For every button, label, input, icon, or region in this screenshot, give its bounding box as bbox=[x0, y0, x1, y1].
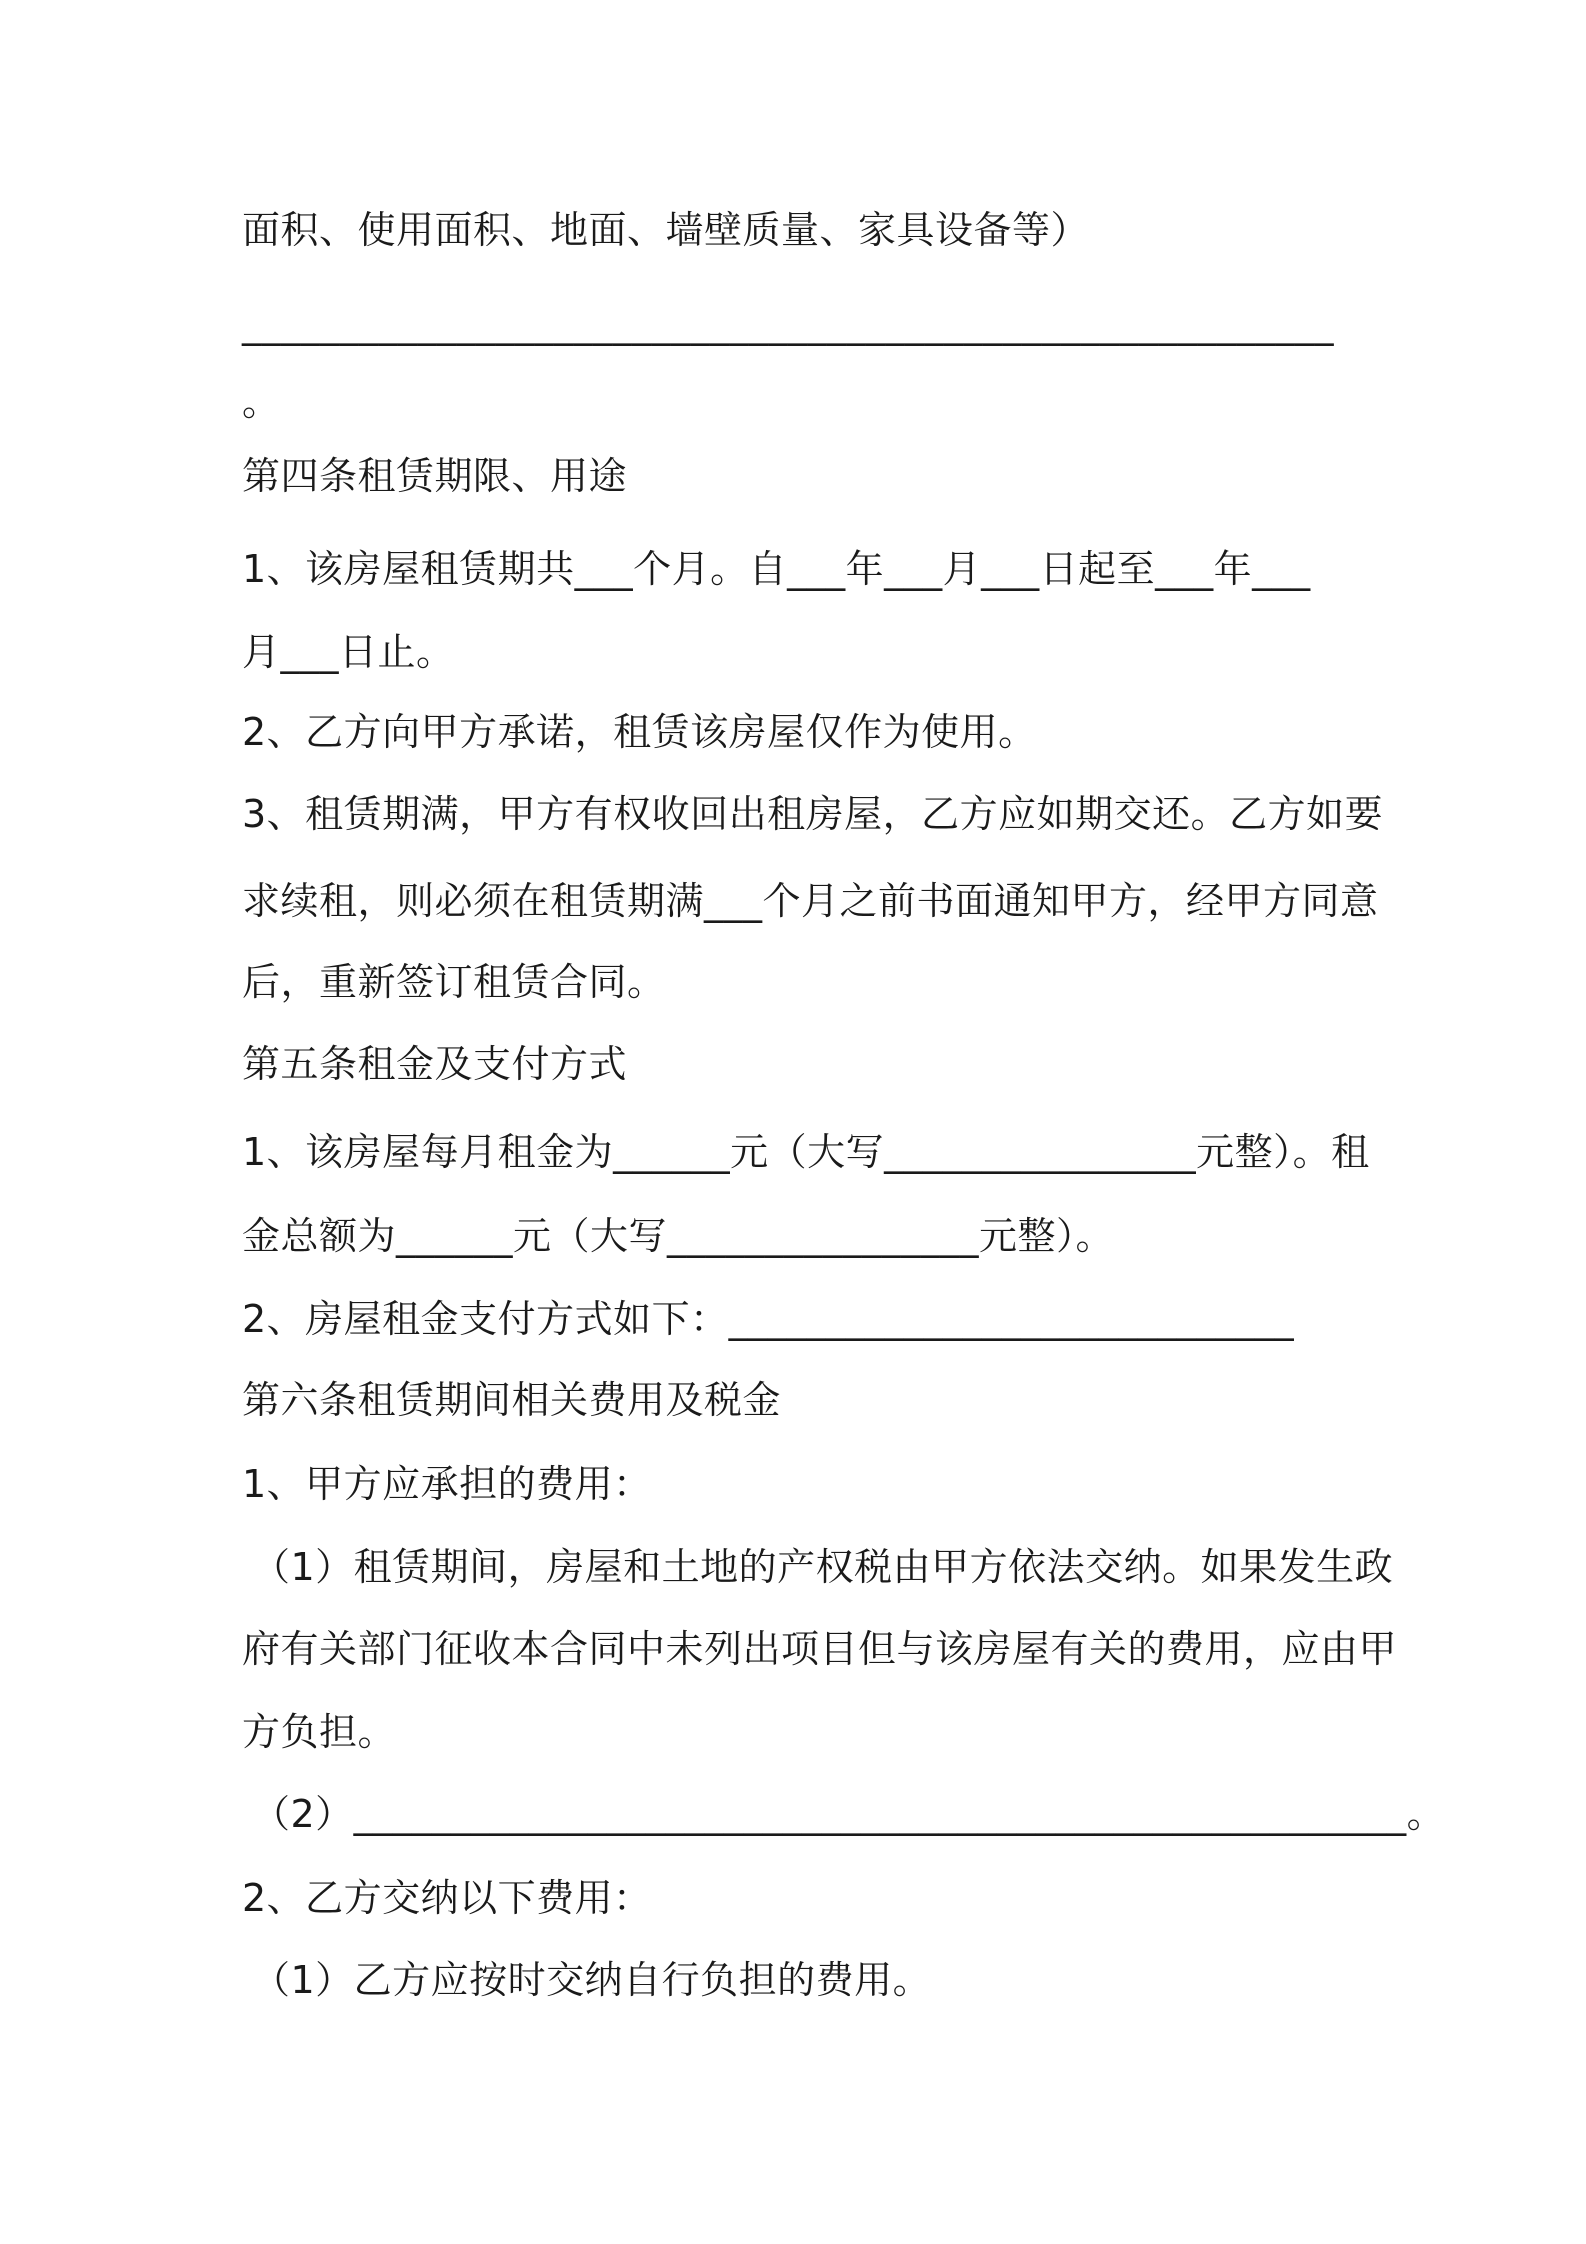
clause-4-2: 2、乙方向甲方承诺，租赁该房屋仅作为使用。 bbox=[242, 710, 1037, 754]
clause-5-1-line-2: 金总额为______元（大写________________元整）。 bbox=[242, 1214, 1115, 1258]
clause-6-1-1-line-3: 方负担。 bbox=[242, 1710, 397, 1754]
clause-5-1-line-1: 1、该房屋每月租金为______元（大写________________元整）。租 bbox=[242, 1130, 1370, 1174]
clause-6-1-1-line-1: （1）租赁期间，房屋和土地的产权税由甲方依法交纳。如果发生政 bbox=[252, 1545, 1394, 1589]
clause-4-3-line-1: 3、租赁期满，甲方有权收回出租房屋，乙方应如期交还。乙方如要 bbox=[242, 792, 1384, 836]
clause-6-2-1: （1）乙方应按时交纳自行负担的费用。 bbox=[252, 1958, 932, 2002]
clause-6-1-1-line-2: 府有关部门征收本合同中未列出项目但与该房屋有关的费用，应由甲 bbox=[242, 1627, 1398, 1671]
section-heading-article-6: 第六条租赁期间相关费用及税金 bbox=[242, 1378, 782, 1422]
blank-fill-line: ________________________________________________________ bbox=[242, 302, 1334, 346]
clause-4-3-line-3: 后，重新签订租赁合同。 bbox=[242, 960, 666, 1004]
clause-4-3-line-2: 求续租，则必须在租赁期满___个月之前书面通知甲方，经甲方同意 bbox=[242, 879, 1379, 923]
section-heading-article-5: 第五条租金及支付方式 bbox=[242, 1042, 628, 1086]
clause-5-2: 2、房屋租金支付方式如下：_____________________________ bbox=[242, 1297, 1295, 1341]
clause-6-1: 1、甲方应承担的费用： bbox=[242, 1462, 652, 1506]
clause-6-1-2: （2）______________________________________________________。 bbox=[252, 1792, 1446, 1836]
clause-4-1-line-2: 月___日止。 bbox=[242, 630, 455, 674]
text-line-area-details: 面积、使用面积、地面、墙壁质量、家具设备等） bbox=[242, 208, 1090, 252]
clause-6-2: 2、乙方交纳以下费用： bbox=[242, 1876, 652, 1920]
clause-4-1-line-1: 1、该房屋租赁期共___个月。自___年___月___日起至___年___ bbox=[242, 547, 1311, 591]
text-line-period: 。 bbox=[242, 380, 281, 424]
section-heading-article-4: 第四条租赁期限、用途 bbox=[242, 454, 628, 498]
